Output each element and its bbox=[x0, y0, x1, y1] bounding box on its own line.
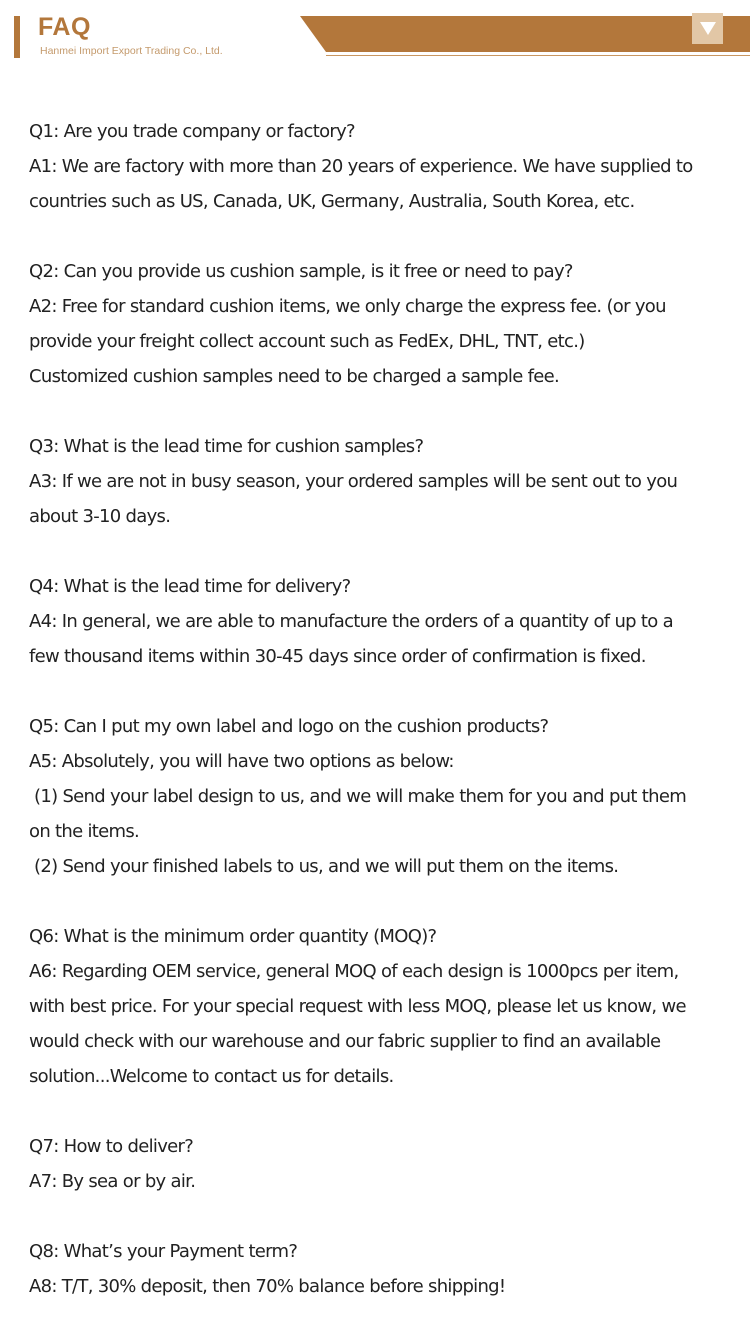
faq-answer-continued: countries such as US, Canada, UK, Germany, Australia, South Korea, etc. bbox=[29, 191, 635, 212]
faq-item bbox=[29, 429, 739, 534]
faq-answer-continued: would check with our warehouse and our fabric supplier to find an available bbox=[29, 1031, 661, 1052]
faq-item bbox=[29, 1234, 739, 1304]
collapse-toggle-button[interactable] bbox=[692, 13, 723, 44]
faq-answer: A3: If we are not in busy season, your ordered samples will be sent out to you bbox=[29, 471, 678, 492]
faq-answer: A8: T/T, 30% deposit, then 70% balance before shipping! bbox=[29, 1276, 506, 1297]
faq-item bbox=[29, 569, 739, 674]
faq-item bbox=[29, 919, 739, 1094]
faq-question: Q6: What is the minimum order quantity (MOQ)? bbox=[29, 926, 437, 947]
faq-item bbox=[29, 114, 739, 219]
faq-answer: A1: We are factory with more than 20 years of experience. We have supplied to bbox=[29, 156, 693, 177]
faq-question: Q2: Can you provide us cushion sample, is it free or need to pay? bbox=[29, 261, 573, 282]
faq-answer: A4: In general, we are able to manufacture the orders of a quantity of up to a bbox=[29, 611, 673, 632]
faq-answer-continued: with best price. For your special request with less MOQ, please let us know, we bbox=[29, 996, 686, 1017]
faq-answer-continued: solution...Welcome to contact us for details. bbox=[29, 1066, 394, 1087]
faq-answer-continued: on the items. bbox=[29, 821, 140, 842]
faq-item bbox=[29, 709, 739, 884]
faq-answer-continued: few thousand items within 30-45 days since order of confirmation is fixed. bbox=[29, 646, 646, 667]
faq-question: Q1: Are you trade company or factory? bbox=[29, 121, 355, 142]
faq-answer-continued: (2) Send your finished labels to us, and we will put them on the items. bbox=[29, 856, 619, 877]
faq-answer: A6: Regarding OEM service, general MOQ of each design is 1000pcs per item, bbox=[29, 961, 679, 982]
faq-question: Q7: How to deliver? bbox=[29, 1136, 194, 1157]
company-name: Hanmei Import Export Trading Co., Ltd. bbox=[40, 45, 223, 57]
faq-answer-continued: about 3-10 days. bbox=[29, 506, 171, 527]
faq-answer: A7: By sea or by air. bbox=[29, 1171, 196, 1192]
faq-question: Q8: What’s your Payment term? bbox=[29, 1241, 298, 1262]
faq-list bbox=[29, 114, 739, 1304]
faq-answer: A5: Absolutely, you will have two options as below: bbox=[29, 751, 454, 772]
faq-header bbox=[0, 0, 750, 70]
faq-answer: A2: Free for standard cushion items, we only charge the express fee. (or you bbox=[29, 296, 666, 317]
faq-item bbox=[29, 254, 739, 394]
header-divider bbox=[326, 55, 750, 56]
faq-answer-continued: provide your freight collect account such as FedEx, DHL, TNT, etc.) bbox=[29, 331, 585, 352]
faq-answer-continued: (1) Send your label design to us, and we will make them for you and put them bbox=[29, 786, 687, 807]
triangle-down-icon bbox=[699, 21, 717, 36]
faq-question: Q3: What is the lead time for cushion samples? bbox=[29, 436, 424, 457]
faq-item bbox=[29, 1129, 739, 1199]
faq-question: Q5: Can I put my own label and logo on the cushion products? bbox=[29, 716, 549, 737]
page-title: FAQ bbox=[38, 13, 91, 41]
faq-answer-continued: Customized cushion samples need to be charged a sample fee. bbox=[29, 366, 560, 387]
header-banner bbox=[300, 16, 750, 52]
faq-question: Q4: What is the lead time for delivery? bbox=[29, 576, 351, 597]
accent-bar bbox=[14, 16, 20, 58]
